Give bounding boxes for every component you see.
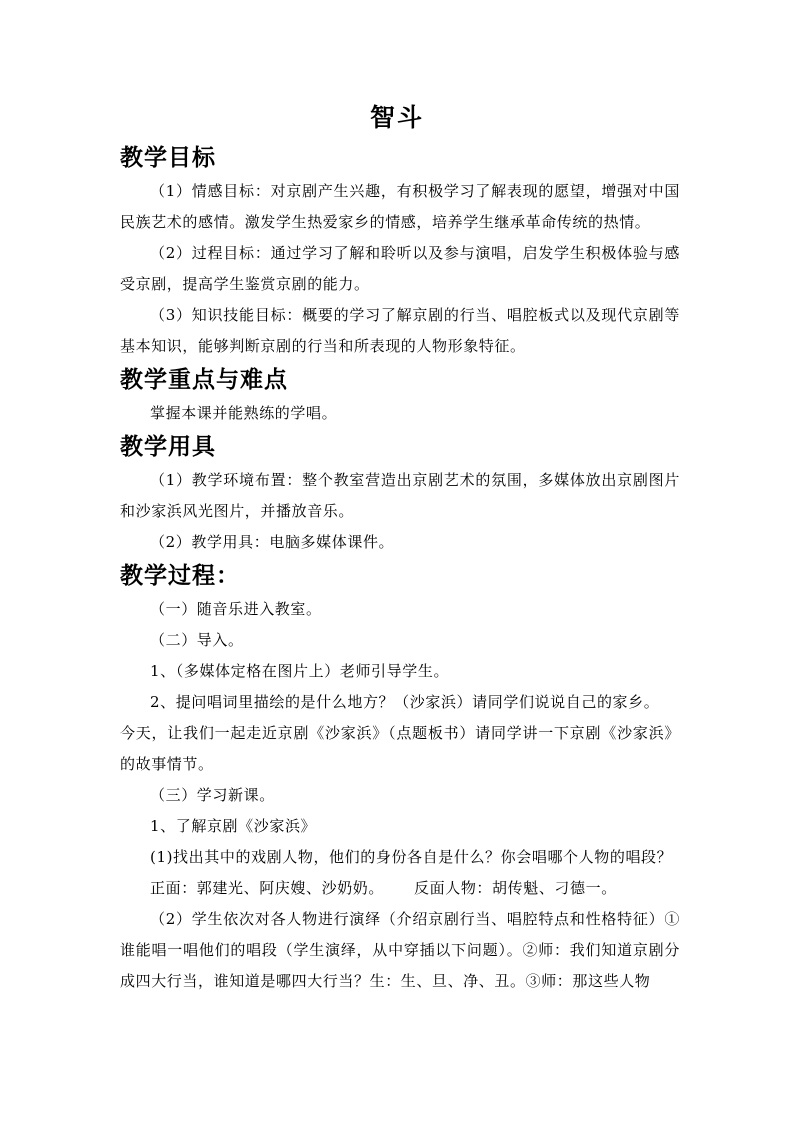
section-heading-key-points: 教学重点与难点: [120, 366, 288, 393]
goals-paragraph-1: （1）情感目标：对京剧产生兴趣，有积极学习了解表现的愿望，增强对中国民族艺术的感情。激发学生热爱家乡的情感，培养学生继承革命传统的热情。: [120, 182, 680, 231]
page-title: 智斗: [369, 103, 424, 132]
goals-paragraph-3: （3）知识技能目标：概要的学习了解京剧的行当、唱腔板式以及现代京剧等基本知识，能够判断京剧的行当和所表现的人物形象特征。: [120, 306, 680, 355]
process-paragraph-6: （三）学习新课。: [150, 786, 275, 804]
tools-paragraph-2: （2）教学用具：电脑多媒体课件。: [150, 533, 395, 551]
section-heading-process: 教学过程：: [120, 562, 240, 589]
key-points-paragraph: 掌握本课并能熟练的学唱。: [150, 404, 338, 422]
process-paragraph-7: 1、了解京剧《沙家浜》: [150, 817, 317, 835]
negative-characters: 反面人物：胡传魁、刁德一。: [414, 879, 617, 897]
section-heading-goals: 教学目标: [120, 144, 216, 171]
process-paragraph-1: （一）随音乐进入教室。: [150, 600, 322, 618]
process-paragraph-2: （二）导入。: [150, 631, 244, 649]
section-heading-tools: 教学用具: [120, 433, 216, 460]
process-paragraph-3: 1、（多媒体定格在图片上）老师引导学生。: [150, 662, 450, 680]
process-paragraph-4: 2、提问唱词里描绘的是什么地方？（沙家浜）请同学们说说自己的家乡。: [150, 693, 660, 711]
document-body: [120, 140, 680, 997]
process-paragraph-5: 今天，让我们一起走近京剧《沙家浜》（点题板书）请同学讲一下京剧《沙家浜》的故事情节。: [120, 724, 680, 773]
positive-characters: 正面：郭建光、阿庆嫂、沙奶奶。: [150, 879, 385, 897]
goals-paragraph-2: （2）过程目标：通过学习了解和聆听以及参与演唱，启发学生积极体验与感受京剧，提高学生鉴赏京剧的能力。: [120, 244, 680, 293]
tools-paragraph-1: （1）教学环境布置：整个教室营造出京剧艺术的氛围，多媒体放出京剧图片和沙家浜风光图片，并播放音乐。: [120, 471, 680, 520]
process-paragraph-9: [120, 873, 680, 904]
process-paragraph-10: （2）学生依次对各人物进行演绎（介绍京剧行当、唱腔特点和性格特征）①谁能唱一唱他们的唱段（学生演绎，从中穿插以下问题）。②师：我们知道京剧分成四大行当，谁知道是哪四大行当？生：生、旦、净、丑。③师：那这些人物: [120, 910, 680, 990]
process-paragraph-8: (1)找出其中的戏剧人物，他们的身份各自是什么？你会唱哪个人物的唱段？: [150, 848, 673, 866]
